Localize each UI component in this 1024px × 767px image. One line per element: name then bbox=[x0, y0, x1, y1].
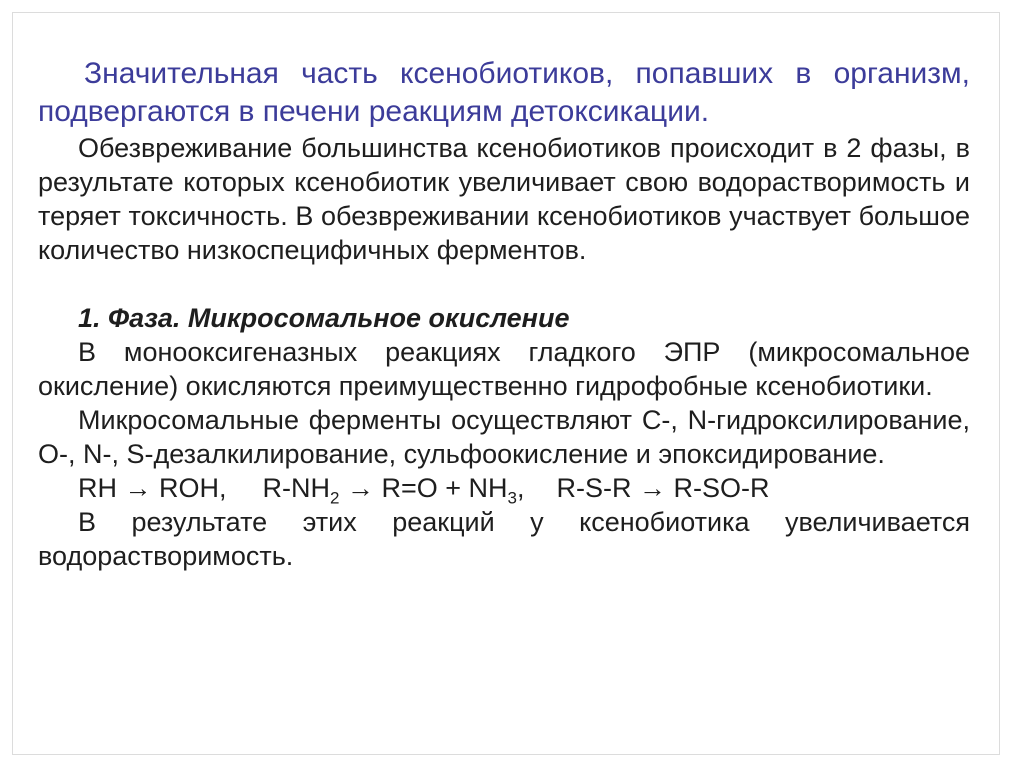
formula-deamination-part1: R-NH bbox=[262, 473, 330, 503]
reaction-formulas bbox=[38, 471, 970, 508]
result-paragraph: В результате этих реакций у ксенобиотика увеличивается водорастворимость. bbox=[38, 507, 970, 571]
formula-hydroxylation: RH → ROH, bbox=[78, 473, 227, 503]
formula-deamination-part2: → R=O + NH bbox=[339, 473, 508, 503]
microsomal-enzymes-paragraph: Микросомальные ферменты осуществляют С-, N-гидроксилирование, О-, N-, S-дезалкилирование, сульфоокисление и эпоксидирование. bbox=[38, 405, 970, 469]
formula-deamination-sub1: 2 bbox=[330, 488, 340, 508]
spacer bbox=[38, 267, 970, 301]
formula-sulfoxidation: R-S-R → R-SO-R bbox=[556, 473, 770, 503]
formula-deamination-sub2: 3 bbox=[507, 488, 517, 508]
phase-heading: 1. Фаза. Микросомальное окисление bbox=[78, 303, 570, 333]
detox-phases-paragraph: Обезвреживание большинства ксенобиотиков происходит в 2 фазы, в результате которых ксенобиотик увеличивает свою водорастворимость и теряет токсичность. В обезвреживании ксенобиотиков участвует большое количество низкоспецифичных ферментов. bbox=[38, 133, 970, 265]
formula-deamination bbox=[262, 471, 525, 508]
monooxygenase-paragraph: В монооксигеназных реакциях гладкого ЭПР (микросомальное окисление) окисляются преимущественно гидрофобные ксенобиотики. bbox=[38, 337, 970, 401]
slide-content bbox=[38, 55, 970, 573]
formula-deamination-part3: , bbox=[516, 473, 525, 503]
intro-paragraph: Значительная часть ксенобиотиков, попавших в организм, подвергаются в печени реакциям детоксикации. bbox=[38, 57, 970, 128]
